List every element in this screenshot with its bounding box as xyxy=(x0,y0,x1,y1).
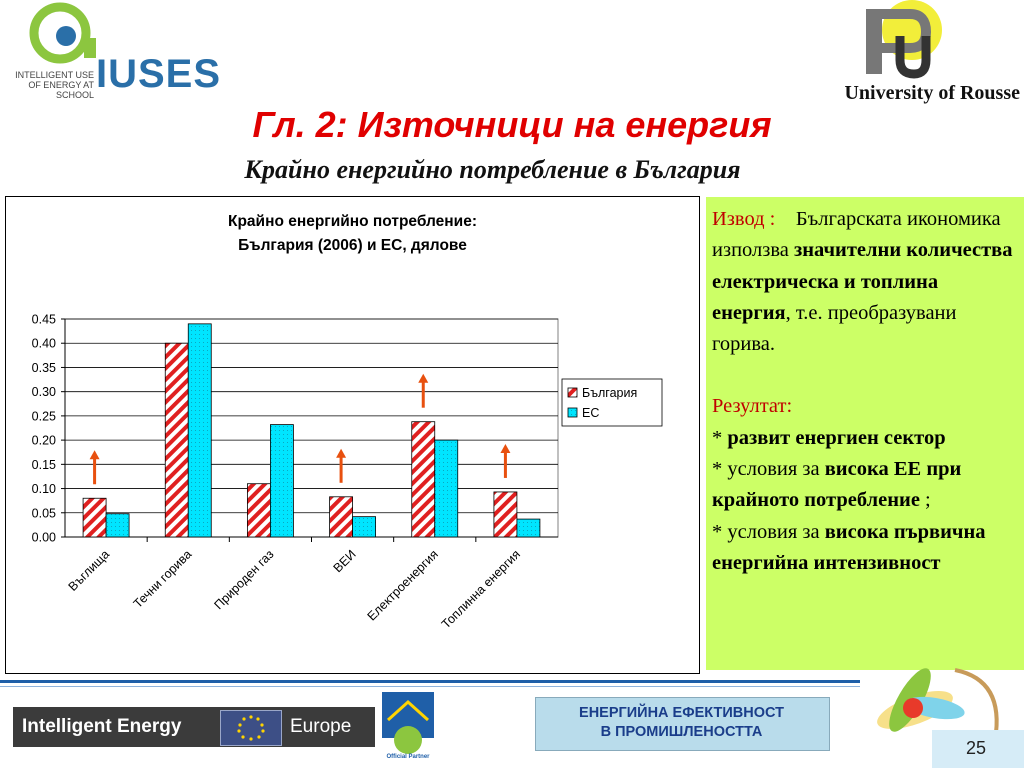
conclusion-label: Извод : xyxy=(712,208,776,230)
bullet-3-prefix: * условия за xyxy=(712,520,825,543)
y-tick-label: 0.20 xyxy=(31,433,56,448)
bullet-2-bold: висока ЕЕ при крайното потребление xyxy=(712,458,962,512)
result-bullet-2 xyxy=(712,454,1017,517)
chart-svg xyxy=(6,197,699,673)
x-tick-label: Топлинна енергия xyxy=(438,547,524,632)
x-tick-label: Въглища xyxy=(65,547,113,594)
y-tick-label: 0.25 xyxy=(31,409,56,424)
bar-eu xyxy=(188,324,211,537)
eu-flag-icon xyxy=(220,710,282,746)
y-tick-label: 0.15 xyxy=(31,457,56,472)
y-tick-label: 0.00 xyxy=(31,530,56,545)
x-tick-label: Електроенергия xyxy=(364,547,441,624)
legend-swatch xyxy=(568,408,577,417)
university-name: University of Rousse xyxy=(844,82,1020,104)
conclusion-text-2: , т.е. преобразувани горива. xyxy=(712,301,957,356)
y-tick-label: 0.30 xyxy=(31,385,56,400)
conclusion-text-1: Българската икономика използва xyxy=(712,208,1001,262)
iuses-sub-line1: INTELLIGENT USE xyxy=(15,70,94,80)
bullet-1-bold: развит енергиен сектор xyxy=(727,426,946,449)
bar-bulgaria xyxy=(330,497,353,537)
result-bullet-3 xyxy=(712,517,1017,580)
x-tick-label: ВЕИ xyxy=(330,547,359,576)
bar-bulgaria xyxy=(165,343,188,537)
conclusion-bold: значителни количества електрическа и топлина енергия xyxy=(712,239,1013,324)
bar-bulgaria xyxy=(412,422,435,537)
iuses-wordmark: IUSES xyxy=(96,52,222,96)
page-title: Гл. 2: Източници на енергия xyxy=(252,104,772,145)
result-bullet-1 xyxy=(712,423,1017,454)
bar-eu xyxy=(106,514,129,537)
official-partner-label: Official Partner xyxy=(386,754,430,760)
conclusion-paragraph xyxy=(712,204,1017,360)
page-subtitle: Крайно енергийно потребление в България xyxy=(244,155,741,184)
x-tick-label: Природен газ xyxy=(211,547,277,613)
energy-efficiency-label xyxy=(535,704,828,742)
bullet-2-prefix: * условия за xyxy=(712,458,825,481)
y-tick-label: 0.35 xyxy=(31,360,56,375)
chart-title-line2: България (2006) и ЕС, дялове xyxy=(238,237,467,254)
bullet-3-bold: висока първична енергийна интензивност xyxy=(712,520,986,574)
legend-label: ЕС xyxy=(582,406,600,420)
bar-eu xyxy=(270,425,293,537)
bar-eu xyxy=(517,519,540,537)
footer-rule-thin xyxy=(0,686,860,687)
result-label: Резултат: xyxy=(712,395,793,418)
bar-bulgaria xyxy=(494,492,517,537)
legend-swatch xyxy=(568,388,577,397)
bar-bulgaria xyxy=(247,484,270,537)
ie-banner-text-1: Intelligent Energy xyxy=(22,716,182,737)
y-tick-label: 0.40 xyxy=(31,336,56,351)
plot-area xyxy=(65,319,558,537)
ie-banner-text-2: Europe xyxy=(290,716,352,737)
chart-container xyxy=(5,196,700,674)
y-tick-label: 0.10 xyxy=(31,482,56,497)
bar-eu xyxy=(353,517,376,537)
conclusion-text xyxy=(712,204,1017,579)
iuses-sub-line2: OF ENERGY AT SCHOOL xyxy=(28,80,94,100)
ee-line-1: ЕНЕРГИЙНА ЕФЕКТИВНОСТ xyxy=(579,705,784,721)
bar-eu xyxy=(435,440,458,537)
y-tick-label: 0.45 xyxy=(31,312,56,327)
bullet-2-suffix: ; xyxy=(919,489,931,512)
bar-bulgaria xyxy=(83,498,106,537)
chart-title-line1: Крайно енергийно потребление: xyxy=(228,213,477,230)
footer-rule xyxy=(0,680,860,683)
legend-label: България xyxy=(582,386,638,400)
y-tick-label: 0.05 xyxy=(31,506,56,521)
ee-line-2: В ПРОМИШЛЕНОСТТА xyxy=(600,724,763,740)
iuses-subtitle xyxy=(2,70,94,100)
page-number: 25 xyxy=(966,738,987,758)
bullet-1-prefix: * xyxy=(712,426,728,449)
x-tick-label: Течни горива xyxy=(130,547,195,611)
